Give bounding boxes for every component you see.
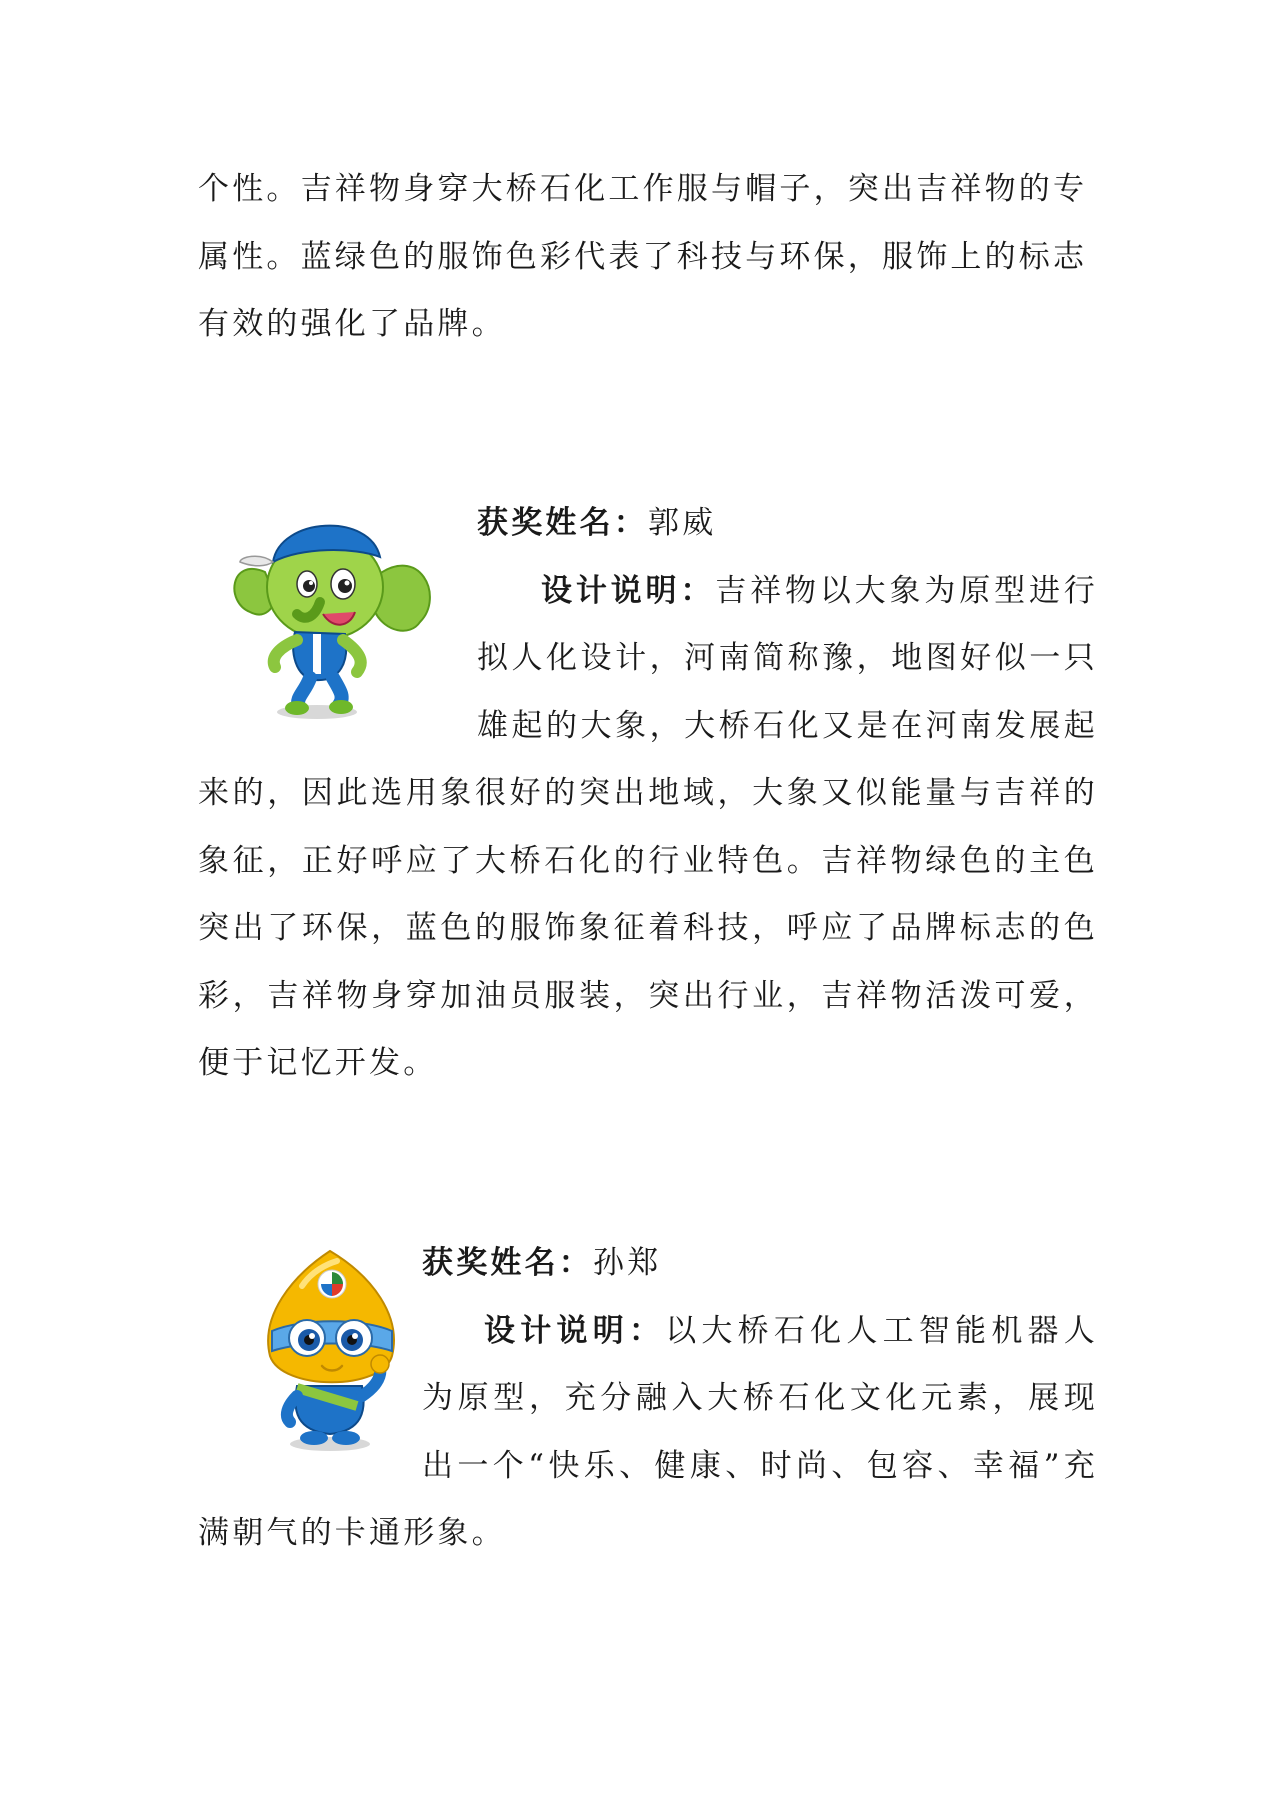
award-entry <box>198 1230 1098 1568</box>
winner-name-label: 获奖姓名： <box>422 1245 593 1281</box>
elephant-mascot-image <box>225 502 445 724</box>
elephant-mascot-icon <box>225 502 445 724</box>
winner-name-label: 获奖姓名： <box>477 505 648 541</box>
design-description-label-wrap <box>477 573 715 609</box>
design-description: 吉祥物以大象为原型进行拟人化设计，河南简称豫，地图好似一只雄起的大象，大桥石化又是在河南发展起来的，因此选用象很好的突出地域，大象又似能量与吉祥的象征，正好呼应了大桥石化的行业特色。吉祥物绿色的主色突出了环保，蓝色的服饰象征着科技，呼应了品牌标志的色彩，吉祥物身穿加油员服装，突出行业，吉祥物活泼可爱，便于记忆开发。 <box>198 572 1098 1081</box>
winner-name: 郭威 <box>648 505 717 541</box>
robot-mascot-icon <box>242 1246 422 1456</box>
design-description-label-wrap <box>422 1313 665 1349</box>
award-entry <box>198 490 1098 1098</box>
robot-mascot-image <box>242 1246 422 1456</box>
design-description-label: 设计说明： <box>484 1312 666 1349</box>
design-description-label: 设计说明： <box>541 572 716 609</box>
intro-line: 个性。吉祥物身穿大桥石化工作服与帽子，突出吉祥物的专 <box>198 171 1088 207</box>
design-description: 以大桥石化人工智能机器人为原型，充分融入大桥石化文化元素，展现出一个“快乐、健康、时尚、包容、幸福”充满朝气的卡通形象。 <box>198 1312 1098 1551</box>
intro-line: 有效的强化了品牌。 <box>198 306 506 342</box>
intro-line: 属性。蓝绿色的服饰色彩代表了科技与环保，服饰上的标志 <box>198 238 1088 275</box>
intro-paragraph <box>198 156 1098 359</box>
winner-name: 孙郑 <box>593 1245 662 1281</box>
